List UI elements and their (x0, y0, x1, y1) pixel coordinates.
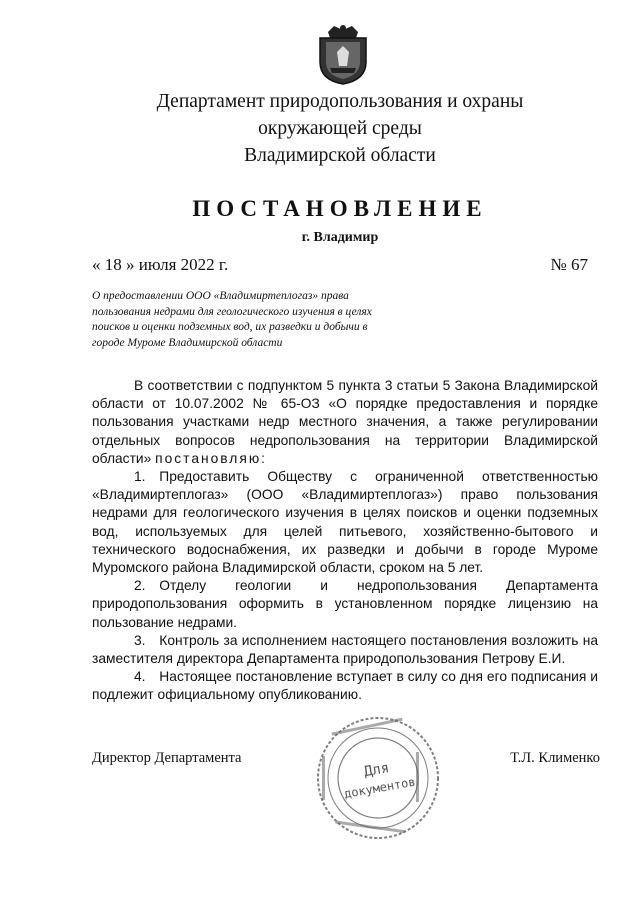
list-item: 2. Отделу геологии и недропользования Департамента природопользования оформить в установленном порядке лицензию на пользование недрами. (92, 578, 598, 630)
department-name (0, 88, 640, 169)
list-item: 1. Предоставить Обществу с ограниченной ответственностью «Владимиртеплогаз» (ООО «Владимиртеплогаз») право пользования недрами для геологического изучения в целях поисков и оценки подземных вод, используемых для целей питьевого, хозяйственно-бытового и технического водоснабжения, их разведки и добычи в городе Муроме Муромского района Владимирской области, сроком на 5 лет. (92, 469, 598, 576)
stamp-text-2: документов (342, 774, 417, 802)
coat-of-arms-icon (316, 22, 370, 86)
preamble-paragraph (92, 377, 598, 468)
signatory-name: Т.Л. Клименко (510, 750, 600, 766)
document-date: « 18 » июля 2022 г. (92, 255, 229, 274)
document-subject: О предоставлении ООО «Владимиртеплогаз» права пользования недрами для геологического изучения в целях поисков и оценки подземных вод, их разведки и добычи в городе Муроме Владимирской области (92, 290, 372, 349)
stamp-text-1: Для (362, 760, 391, 781)
document-number: № 67 (550, 255, 588, 274)
department-line: окружающей среды (258, 118, 422, 139)
round-stamp-icon (312, 712, 444, 844)
document-body (92, 377, 598, 705)
document-city: г. Владимир (301, 230, 379, 245)
document-title: ПОСТАНОВЛЕНИЕ (192, 196, 488, 221)
preamble-text: В соответствии с подпунктом 5 пункта 3 статьи 5 Закона Владимирской области от 10.07.2002 № 65-ОЗ «О порядке предоставления и порядке пользования участками недр местного значения, а также регулировании отдельных вопросов недропользования на территории Владимирской области» (92, 378, 598, 466)
signatory-position: Директор Департамента (92, 750, 242, 766)
department-line: Владимирской области (244, 145, 436, 166)
list-item: 4. Настоящее постановление вступает в силу со дня его подписания и подлежит официальному опубликованию. (92, 669, 598, 703)
list-item: 3. Контроль за исполнением настоящего постановления возложить на заместителя директора Департамента природопользования Петрову Е.И. (92, 632, 598, 667)
department-line: Департамент природопользования и охраны (156, 91, 524, 112)
resolves-word: постановляю: (155, 450, 268, 466)
